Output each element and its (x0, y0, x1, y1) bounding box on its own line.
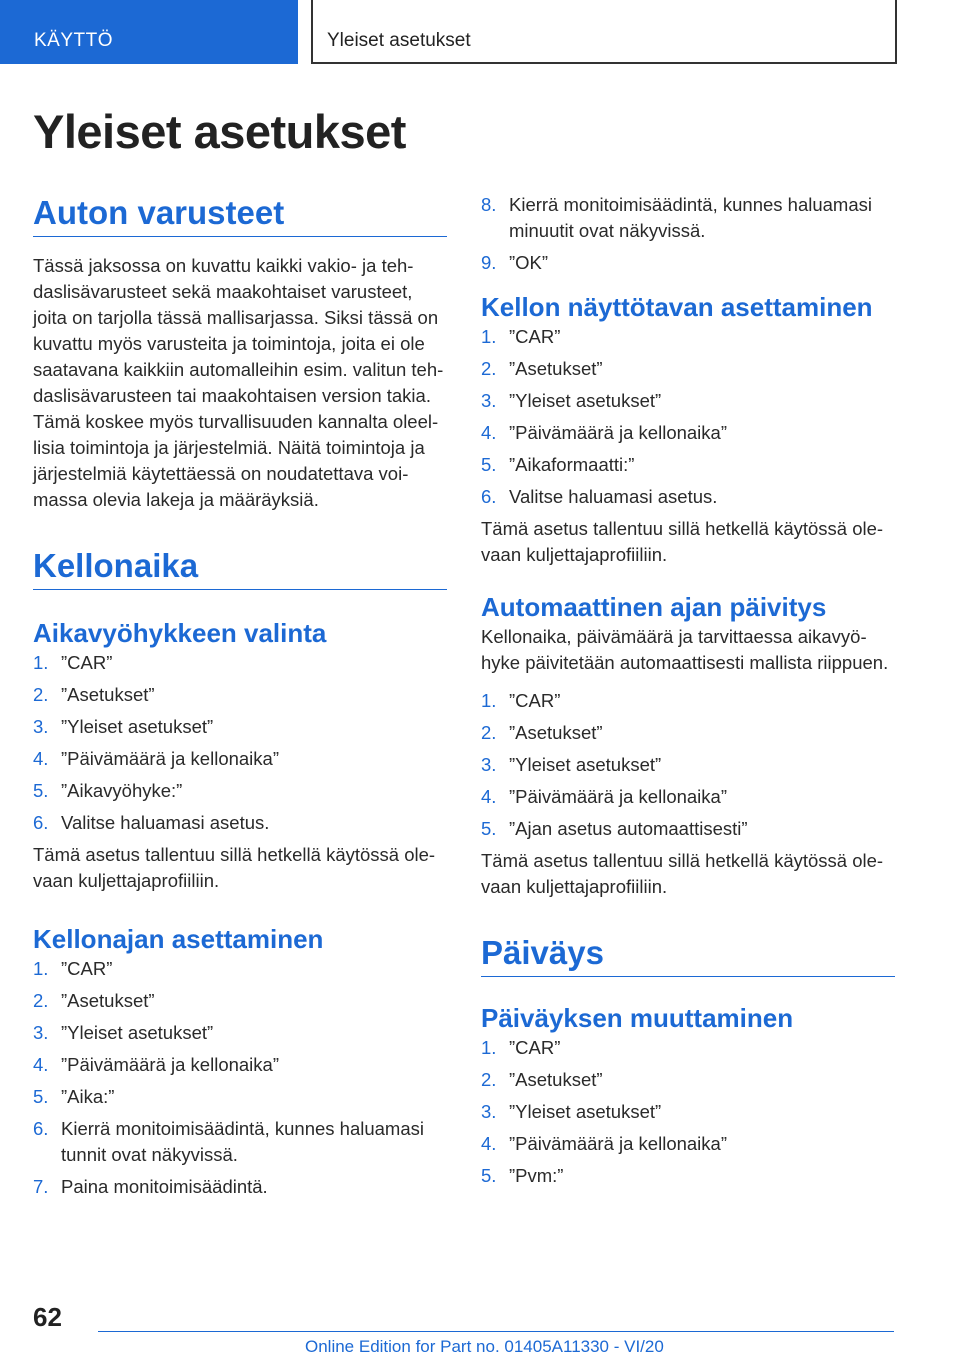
heading-kellonajan-asettaminen: Kellonajan asettaminen (33, 924, 324, 954)
list-item (481, 752, 895, 778)
step-text: ”Aika:” (61, 1086, 115, 1107)
step-number: 1. (481, 690, 497, 711)
list-item (33, 1052, 447, 1078)
step-number: 7. (33, 1176, 49, 1197)
step-text: ”Asetukset” (509, 1069, 603, 1090)
list-item (33, 1174, 447, 1200)
heading-paivays: Päiväys (481, 932, 895, 977)
steps-kellonajan (33, 956, 447, 1200)
list-item (481, 250, 895, 276)
list-item (33, 1084, 447, 1110)
step-number: 2. (481, 1069, 497, 1090)
step-text: ”CAR” (509, 690, 561, 711)
list-item (481, 484, 895, 510)
step-text: ”CAR” (509, 1037, 561, 1058)
step-number: 6. (33, 812, 49, 833)
right-column (481, 192, 895, 1195)
list-item (481, 1099, 895, 1125)
section-tab (0, 0, 298, 64)
intro-automaattinen: Kellonaika, päivämäärä ja tarvittaessa aikavyöhyke päivitetään automaattisesti mallista riippuen. (481, 626, 889, 673)
step-text: Kierrä monitoimisäädintä, kunnes haluamasi minuutit ovat näkyvissä. (509, 194, 872, 241)
step-number: 3. (481, 1101, 497, 1122)
list-item (33, 810, 447, 836)
step-text: ”CAR” (61, 652, 113, 673)
note-nayttotapa: Tämä asetus tallentuu sillä hetkellä käytössä olevaan kuljettajaprofiiliin. (481, 518, 884, 565)
step-text: ”Yleiset asetukset” (509, 1101, 662, 1122)
step-number: 2. (481, 722, 497, 743)
steps-paivays (481, 1035, 895, 1189)
step-number: 3. (33, 1022, 49, 1043)
step-number: 3. (481, 390, 497, 411)
list-item (481, 420, 895, 446)
heading-automaattinen: Automaattinen ajan päivitys (481, 592, 827, 622)
list-item (481, 816, 895, 842)
step-text: ”Yleiset asetukset” (509, 754, 662, 775)
chapter-header (311, 0, 897, 64)
step-number: 8. (481, 194, 497, 215)
step-text: ”Asetukset” (61, 684, 155, 705)
step-text: ”Yleiset asetukset” (509, 390, 662, 411)
step-text: ”Pvm:” (509, 1165, 564, 1186)
step-text: ”Asetukset” (509, 722, 603, 743)
heading-paivayksen-muuttaminen: Päiväyksen muuttaminen (481, 1003, 794, 1033)
step-text: ”Aikavyöhyke:” (61, 780, 183, 801)
step-number: 4. (481, 422, 497, 443)
list-item (481, 452, 895, 478)
step-number: 6. (481, 486, 497, 507)
list-item (481, 324, 895, 350)
footer-divider (98, 1331, 894, 1332)
list-item (481, 356, 895, 382)
intro-paragraph: Tässä jaksossa on kuvattu kaikki vakio- ja tehdaslisävarusteet sekä maakohtaiset varusteet, joita on tarjolla tässä mallisarjassa. Siksi tässä on kuvattu myös varusteita ja toimintoja, joita ei ole saatavana kaikkiin automalleihin esim. valitun tehdaslisävarusteen tai maakohtaisen version takia. Tämä koskee myös turvallisuuden kannalta oleellisia toimintoja ja järjestelmiä. Näitä toimintoja ja järjestelmiä käytettäessä on noudatettava voimassa olevia lakeja ja määräyksiä. (33, 255, 444, 510)
list-item (33, 714, 447, 740)
list-item (481, 720, 895, 746)
step-text: ”CAR” (61, 958, 113, 979)
step-number: 2. (33, 990, 49, 1011)
footer-edition: Online Edition for Part no. 01405A11330 - VI/20 (305, 1337, 664, 1356)
steps-aikavyohyke (33, 650, 447, 836)
list-item (33, 746, 447, 772)
heading-auton-varusteet: Auton varusteet (33, 192, 447, 237)
step-text: ”Yleiset asetukset” (61, 716, 214, 737)
step-text: ”Päivämäärä ja kellonaika” (509, 422, 727, 443)
step-text: Kierrä monitoimisäädintä, kunnes haluamasi tunnit ovat näkyvissä. (61, 1118, 424, 1165)
step-text: Paina monitoimisäädintä. (61, 1176, 268, 1197)
step-number: 3. (481, 754, 497, 775)
step-number: 4. (33, 1054, 49, 1075)
step-text: ”OK” (509, 252, 549, 273)
step-text: Valitse haluamasi asetus. (509, 486, 718, 507)
page-number: 62 (33, 1302, 62, 1332)
note-aikavyohyke: Tämä asetus tallentuu sillä hetkellä käytössä olevaan kuljettajaprofiiliin. (33, 844, 436, 891)
step-number: 5. (481, 818, 497, 839)
step-number: 4. (33, 748, 49, 769)
step-text: ”Päivämäärä ja kellonaika” (61, 1054, 279, 1075)
step-text: ”CAR” (509, 326, 561, 347)
step-number: 1. (33, 958, 49, 979)
list-item (33, 988, 447, 1014)
chapter-label: Yleiset asetukset (327, 30, 471, 51)
step-text: Valitse haluamasi asetus. (61, 812, 270, 833)
list-item (481, 1131, 895, 1157)
step-number: 4. (481, 1133, 497, 1154)
step-number: 9. (481, 252, 497, 273)
step-number: 2. (33, 684, 49, 705)
step-number: 1. (481, 1037, 497, 1058)
step-number: 5. (481, 1165, 497, 1186)
heading-aikavyohyke: Aikavyöhykkeen valinta (33, 618, 327, 648)
step-number: 6. (33, 1118, 49, 1139)
list-item (481, 1163, 895, 1189)
list-item (33, 682, 447, 708)
left-column (33, 192, 447, 1206)
heading-nayttotapa: Kellon näyttötavan asettaminen (481, 292, 873, 322)
step-number: 1. (481, 326, 497, 347)
step-text: ”Asetukset” (509, 358, 603, 379)
step-number: 1. (33, 652, 49, 673)
steps-kellonajan-continued (481, 192, 895, 276)
step-number: 5. (33, 1086, 49, 1107)
heading-kellonaika: Kellonaika (33, 545, 447, 590)
steps-nayttotapa (481, 324, 895, 510)
step-number: 5. (33, 780, 49, 801)
list-item (481, 1067, 895, 1093)
list-item (481, 688, 895, 714)
list-item (481, 388, 895, 414)
list-item (33, 650, 447, 676)
page-title: Yleiset asetukset (33, 105, 406, 158)
list-item (481, 784, 895, 810)
step-text: ”Päivämäärä ja kellonaika” (509, 1133, 727, 1154)
list-item (481, 192, 895, 244)
list-item (33, 1020, 447, 1046)
step-text: ”Päivämäärä ja kellonaika” (509, 786, 727, 807)
note-automaattinen: Tämä asetus tallentuu sillä hetkellä käytössä olevaan kuljettajaprofiiliin. (481, 850, 884, 897)
steps-automaattinen (481, 688, 895, 842)
list-item (481, 1035, 895, 1061)
step-text: ”Yleiset asetukset” (61, 1022, 214, 1043)
list-item (33, 1116, 447, 1168)
step-number: 4. (481, 786, 497, 807)
list-item (33, 956, 447, 982)
step-number: 3. (33, 716, 49, 737)
step-number: 5. (481, 454, 497, 475)
step-text: ”Ajan asetus automaattisesti” (509, 818, 748, 839)
step-number: 2. (481, 358, 497, 379)
step-text: ”Aikaformaatti:” (509, 454, 635, 475)
step-text: ”Päivämäärä ja kellonaika” (61, 748, 279, 769)
list-item (33, 778, 447, 804)
section-label: KÄYTTÖ (34, 30, 114, 51)
step-text: ”Asetukset” (61, 990, 155, 1011)
